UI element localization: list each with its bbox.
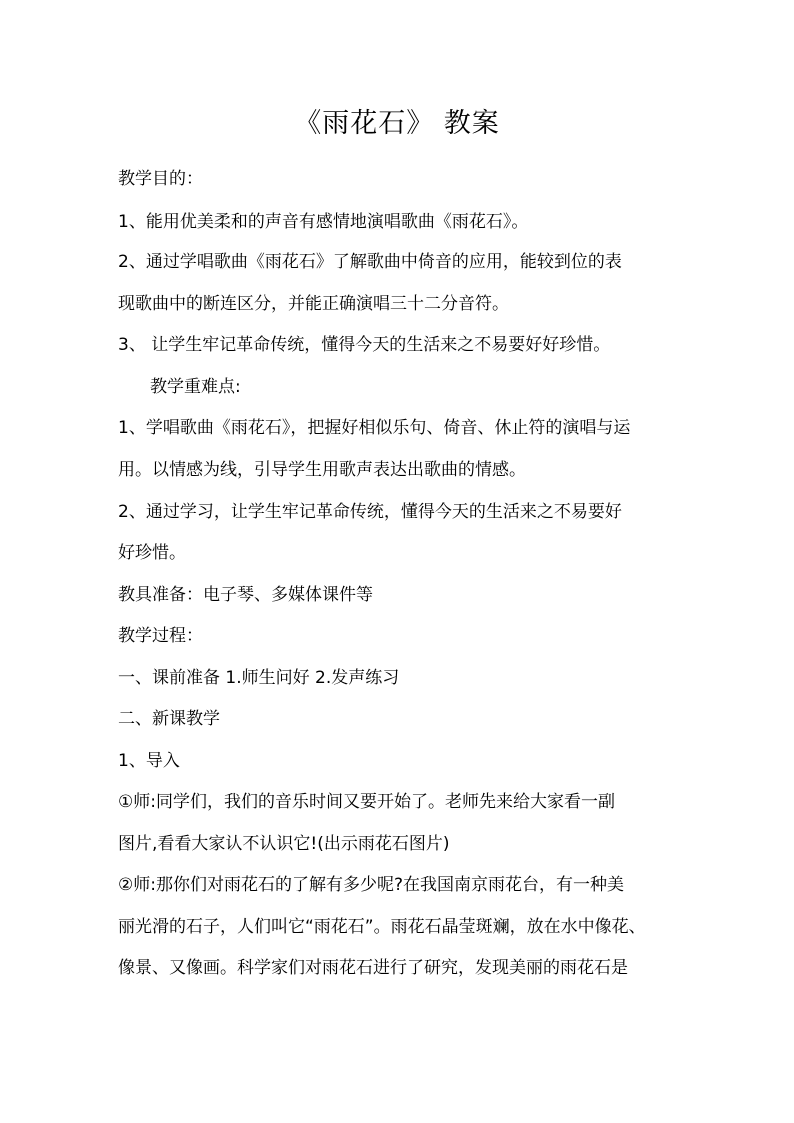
paragraph-line: 2、通过学唱歌曲《雨花石》了解歌曲中倚音的应用，能较到位的表 [118,252,622,272]
paragraph-line: ②师:那你们对雨花石的了解有多少呢?在我国南京雨花台，有一种美 [118,875,624,895]
paragraph-line: 像景、又像画。科学家们对雨花石进行了研究，发现美丽的雨花石是 [118,958,628,978]
paragraph-line: 一、课前准备 1.师生问好 2.发声练习 [118,668,400,688]
paragraph-line: 二、新课教学 [118,709,220,729]
paragraph-line: 1、学唱歌曲《雨花石》，把握好相似乐句、倚音、休止符的演唱与运 [118,418,631,438]
paragraph-line: ①师:同学们，我们的音乐时间又要开始了。老师先来给大家看一副 [118,792,615,812]
paragraph-line: 好珍惜。 [118,543,186,563]
section-heading-key-points: 教学重难点: [150,377,241,397]
paragraph-line: 1、能用优美柔和的声音有感情地演唱歌曲《雨花石》。 [118,212,529,232]
paragraph-line: 图片,看看大家认不认识它!(出示雨花石图片) [118,834,450,854]
section-heading-objectives: 教学目的： [118,169,203,189]
section-heading-teaching-process: 教学过程： [118,626,203,646]
paragraph-line: 1、导入 [118,751,180,771]
paragraph-line: 2、通过学习，让学生牢记革命传统，懂得今天的生活来之不易要好 [118,502,622,522]
page-title: 《雨花石》 教案 [294,108,500,139]
section-heading-teaching-aids: 教具准备：电子琴、多媒体课件等 [118,585,373,605]
paragraph-line: 3、 让学生牢记革命传统，懂得今天的生活来之不易要好好珍惜。 [118,335,611,355]
paragraph-line: 用。以情感为线，引导学生用歌声表达出歌曲的情感。 [118,460,526,480]
paragraph-line: 现歌曲中的断连区分，并能正确演唱三十二分音符。 [118,294,509,314]
paragraph-line: 丽光滑的石子，人们叫它“雨花石”。雨花石晶莹斑斓，放在水中像花、 [118,917,646,937]
